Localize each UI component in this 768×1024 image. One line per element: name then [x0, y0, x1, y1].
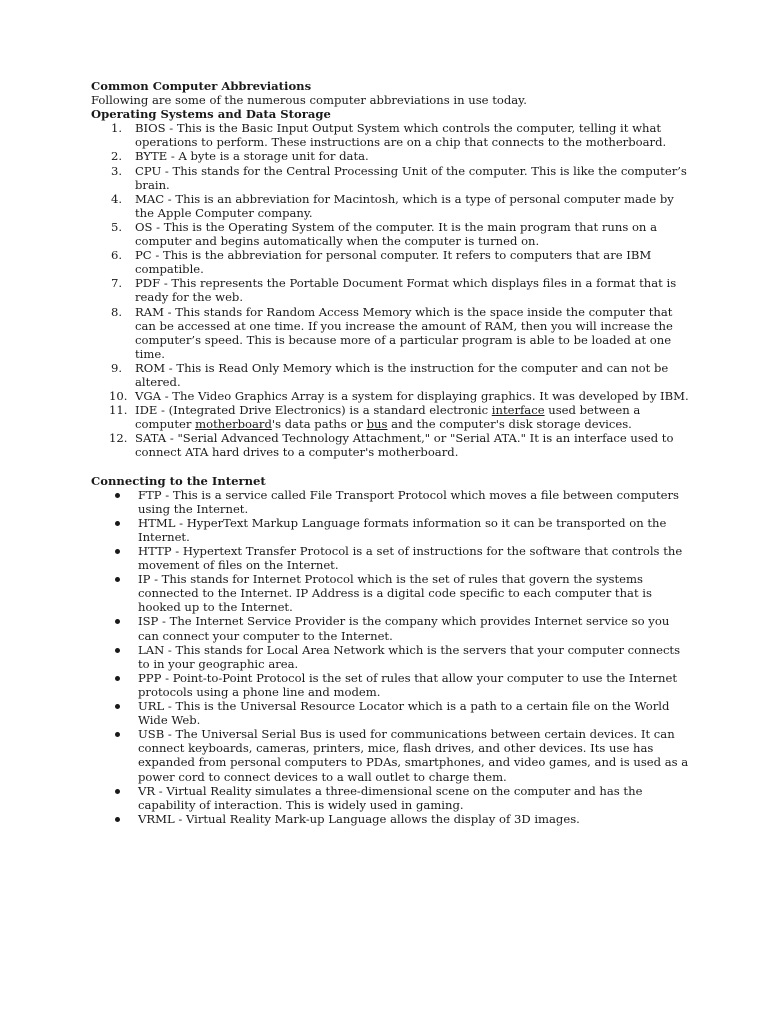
list-item	[91, 727, 691, 783]
item-text: ROM - This is Read Only Memory which is the instruction for the computer and can not be altered.	[135, 360, 669, 389]
internet-list	[91, 488, 691, 826]
list-item	[91, 614, 691, 642]
bullet-icon	[115, 521, 120, 526]
document-page	[91, 79, 691, 826]
list-item	[91, 699, 691, 727]
item-text: VR - Virtual Reality simulates a three-dimensional scene on the computer and has the capability of interaction. This is widely used in gaming.	[138, 783, 643, 812]
item-text: CPU - This stands for the Central Processing Unit of the computer. This is like the computer’s brain.	[135, 163, 687, 192]
list-item	[91, 220, 691, 248]
bullet-icon	[115, 648, 120, 653]
bullet-icon	[115, 577, 120, 582]
bullet-icon	[115, 704, 120, 709]
list-item	[91, 248, 691, 276]
item-text: PC - This is the abbreviation for personal computer. It refers to computers that are IBM compatible.	[135, 248, 652, 277]
item-text: HTML - HyperText Markup Language formats information so it can be transported on the Internet.	[138, 515, 667, 544]
list-item	[91, 121, 691, 149]
item-text: VRML - Virtual Reality Mark-up Language allows the display of 3D images.	[138, 811, 580, 826]
list-item	[91, 784, 691, 812]
bullet-icon	[115, 619, 120, 624]
list-item	[91, 671, 691, 699]
item-number: 5.	[111, 219, 123, 234]
item-number: 9.	[111, 360, 123, 375]
bullet-icon	[115, 676, 120, 681]
item-number: 4.	[111, 191, 123, 206]
item-text: PPP - Point-to-Point Protocol is the set of rules that allow your computer to use the Internet protocols using a phone line and modem.	[138, 670, 677, 699]
item-text: BYTE - A byte is a storage unit for data.	[135, 149, 369, 164]
item-number: 6.	[111, 248, 123, 263]
item-text: USB - The Universal Serial Bus is used for communications between certain devices. It can connect keyboards, cameras, printers, mice, flash drives, and other devices. Its use has expanded from personal computers to PDAs, smartphones, and video games, and is used as a power cord to connect devices to a wall outlet to charge them.	[138, 727, 689, 784]
item-text: VGA - The Video Graphics Array is a system for displaying graphics. It was developed by IBM.	[135, 389, 689, 404]
intro-text: Following are some of the numerous computer abbreviations in use today.	[91, 93, 527, 108]
item-text: SATA - "Serial Advanced Technology Attachment," or "Serial ATA." It is an interface used to connect ATA hard drives to a computer's motherboard.	[135, 431, 674, 460]
item-number: 10.	[109, 389, 128, 404]
os-storage-list	[91, 121, 691, 459]
item-number: 2.	[111, 149, 123, 164]
item-number: 12.	[109, 431, 128, 446]
list-item	[91, 516, 691, 544]
item-number: 11.	[109, 403, 128, 418]
bullet-icon	[115, 789, 120, 794]
item-number: 8.	[111, 304, 123, 319]
item-text: MAC - This is an abbreviation for Macintosh, which is a type of personal computer made by the Apple Computer company.	[135, 191, 674, 220]
item-text: URL - This is the Universal Resource Locator which is a path to a certain file on the World Wide Web.	[138, 699, 670, 728]
list-item	[91, 488, 691, 516]
document-title: Common Computer Abbreviations	[91, 79, 312, 93]
motherboard-link[interactable]: motherboard	[195, 417, 272, 432]
item-number: 3.	[111, 163, 123, 178]
item-text: RAM - This stands for Random Access Memory which is the space inside the computer that can be accessed at one time. If you increase the amount of RAM, then you will increase the computer’s speed. This is because more of a particular program is able to be loaded at one time.	[135, 304, 673, 361]
item-number: 1.	[111, 121, 123, 136]
interface-link[interactable]: interface	[491, 403, 545, 418]
list-item	[91, 389, 691, 403]
bus-link[interactable]: bus	[366, 417, 388, 432]
list-item	[91, 305, 691, 361]
bullet-icon	[115, 817, 120, 822]
item-text: LAN - This stands for Local Area Network which is the servers that your computer connects to in your geographic area.	[138, 642, 681, 671]
bullet-icon	[115, 732, 120, 737]
bullet-icon	[115, 549, 120, 554]
list-item	[91, 572, 691, 614]
list-item	[91, 192, 691, 220]
list-item	[91, 431, 691, 459]
item-text-part: and the computer's disk storage devices.	[387, 417, 632, 432]
item-text: IP - This stands for Internet Protocol which is the set of rules that govern the systems connected to the Internet. IP Address is a digital code specific to each computer that is hooked up to the Internet.	[138, 572, 652, 615]
list-item	[91, 149, 691, 163]
item-text: PDF - This represents the Portable Document Format which displays files in a format that is ready for the web.	[135, 276, 677, 305]
item-text: ISP - The Internet Service Provider is the company which provides Internet service so you can connect your computer to the Internet.	[138, 614, 670, 643]
bullet-icon	[115, 493, 120, 498]
item-number: 7.	[111, 276, 123, 291]
item-text: HTTP - Hypertext Transfer Protocol is a set of instructions for the software that controls the movement of files on the Internet.	[138, 544, 683, 573]
list-item	[91, 544, 691, 572]
item-text-part: IDE - (Integrated Drive Electronics) is a standard electronic	[135, 403, 492, 418]
item-text: FTP - This is a service called File Transport Protocol which moves a file between computers using the Internet.	[138, 487, 679, 516]
section-heading-internet: Connecting to the Internet	[91, 473, 266, 488]
item-text-part: used between a computer	[135, 403, 641, 432]
list-item	[91, 643, 691, 671]
item-text: OS - This is the Operating System of the computer. It is the main program that runs on a computer and begins automatically when the computer is turned on.	[135, 219, 658, 249]
section-heading-os-storage: Operating Systems and Data Storage	[91, 107, 331, 122]
list-item	[91, 361, 691, 389]
list-item	[91, 812, 691, 826]
item-text: BIOS - This is the Basic Input Output System which controls the computer, telling it what operations to perform. These instructions are on a chip that connects to the motherboard.	[135, 121, 667, 150]
list-item	[91, 164, 691, 192]
item-text-part: 's data paths or	[271, 417, 367, 432]
list-item	[91, 403, 691, 431]
list-item	[91, 276, 691, 304]
